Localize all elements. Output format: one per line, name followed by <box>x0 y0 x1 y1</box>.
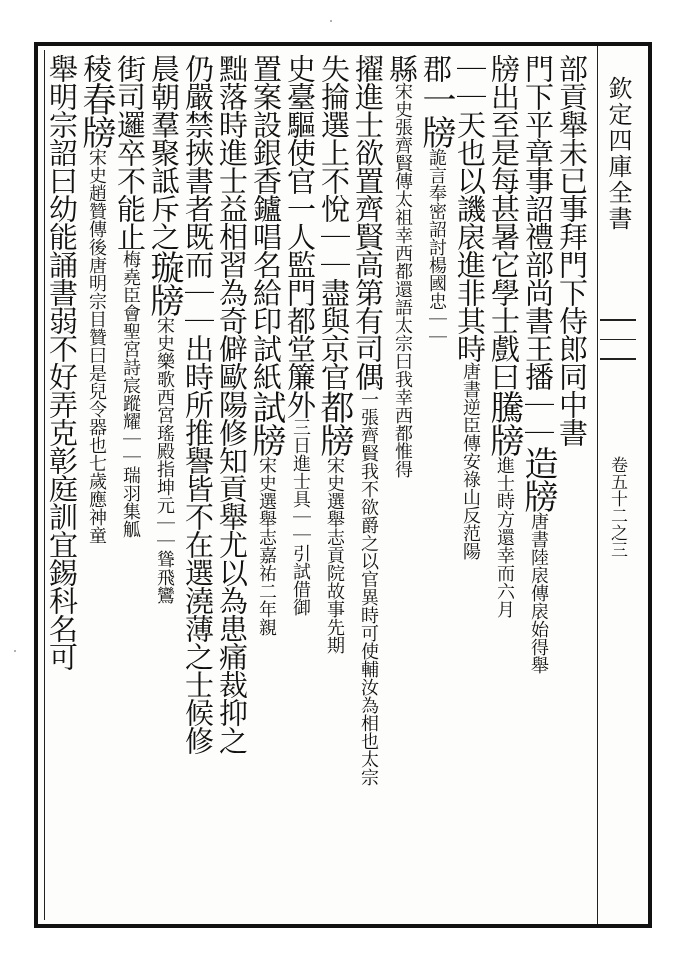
annotation-text: 宋史樂歌西宮瑤殿指坤元｜｜聳飛鸞 <box>154 316 175 604</box>
main-text: 稜 <box>79 54 113 82</box>
page-frame <box>34 42 652 928</box>
main-text: 郡 <box>419 54 453 82</box>
main-text: 牓出至是每甚暑它學士戲曰 <box>487 54 521 390</box>
main-text: 街司邏卒不能止 <box>113 54 147 250</box>
text-column <box>280 54 320 904</box>
entry-heading: 都牓 <box>314 390 354 456</box>
text-column <box>382 54 422 904</box>
main-text: 仍嚴禁挾書者既而｜｜出時所推譽皆不在選澆薄之士候修 <box>181 54 215 754</box>
text-column <box>110 54 150 904</box>
entry-heading: 一牓 <box>416 82 456 148</box>
fishtail-lines <box>600 301 636 446</box>
paper-speck <box>330 20 332 22</box>
book-title: 欽定四庫全書 <box>604 76 632 232</box>
text-column <box>484 54 524 904</box>
text-column <box>76 54 116 904</box>
text-column <box>246 54 286 904</box>
annotation-text: 宋史選舉志嘉祐二年親 <box>256 456 277 636</box>
annotation-text: 宋史趙贊傳後唐明宗目贊曰是兒令器也七歲應神童 <box>86 148 107 544</box>
text-column <box>450 54 490 904</box>
annotation-text: 唐書陸扆傳扆始得舉 <box>528 512 549 674</box>
main-text: 門下平章事詔禮部尚書王播｜｜ <box>521 54 555 446</box>
annotation-text: 進士時方還幸而六月 <box>494 456 515 618</box>
entry-heading: 璇牓 <box>144 250 184 316</box>
main-text: 縣 <box>385 54 419 82</box>
annotation-text: 宋史選舉志貢院故事先期 <box>324 456 345 654</box>
entry-heading: 春牓 <box>76 82 116 148</box>
text-column <box>42 54 82 904</box>
annotation-text: 一張齊賢我不欲爵之以官異時可使輔汝為相也太宗 <box>358 390 379 786</box>
text-column <box>212 54 252 904</box>
annotation-text: 唐書逆臣傳安祿山反范陽 <box>460 362 481 560</box>
annotation-text: 詭言奉密詔討楊國忠｜｜ <box>426 148 447 346</box>
main-text: 部貢舉未已事拜門下侍郎同中書 <box>555 54 589 446</box>
main-text: 史臺驅使官一人監門都堂簾外 <box>283 54 317 418</box>
text-column <box>178 54 218 904</box>
main-text: 黜落時進士益相習為奇僻歐陽修知貢舉尤以為患痛裁抑之 <box>215 54 249 754</box>
main-text: 舉明宗詔曰幼能誦書弱不好弄克彰庭訓宜錫科名可 <box>45 54 79 670</box>
main-text: 失掄選上不悅｜｜盡與京官 <box>317 54 351 390</box>
text-column <box>144 54 184 904</box>
entry-heading: 騰牓 <box>484 390 524 456</box>
main-text: 置案設銀香鑪唱名給印試紙 <box>249 54 283 390</box>
main-text: ｜｜天也以譏扆進非其時 <box>453 54 487 362</box>
annotation-text: 三日進士具｜｜引試借御 <box>290 418 311 616</box>
entry-heading: 試牓 <box>246 390 286 456</box>
annotation-text: 梅堯臣會聖宮詩宸蹤耀｜｜瑞羽集觚 <box>120 250 141 538</box>
entry-heading: 造牓 <box>518 446 558 512</box>
text-column <box>314 54 354 904</box>
text-column <box>348 54 388 904</box>
text-column <box>416 54 456 904</box>
main-text: 擢進士欲置齊賢高第有司偶 <box>351 54 385 390</box>
paper-speck <box>14 650 16 652</box>
annotation-text: 宋史張齊賢傳太祖幸西都還語太宗曰我幸西都惟得 <box>392 82 413 478</box>
text-column <box>518 54 558 904</box>
center-band <box>597 46 636 924</box>
text-column <box>552 54 592 904</box>
main-text: 晨朝羣聚詆斥之 <box>147 54 181 250</box>
volume-label: 卷五十二之三 <box>607 456 627 558</box>
